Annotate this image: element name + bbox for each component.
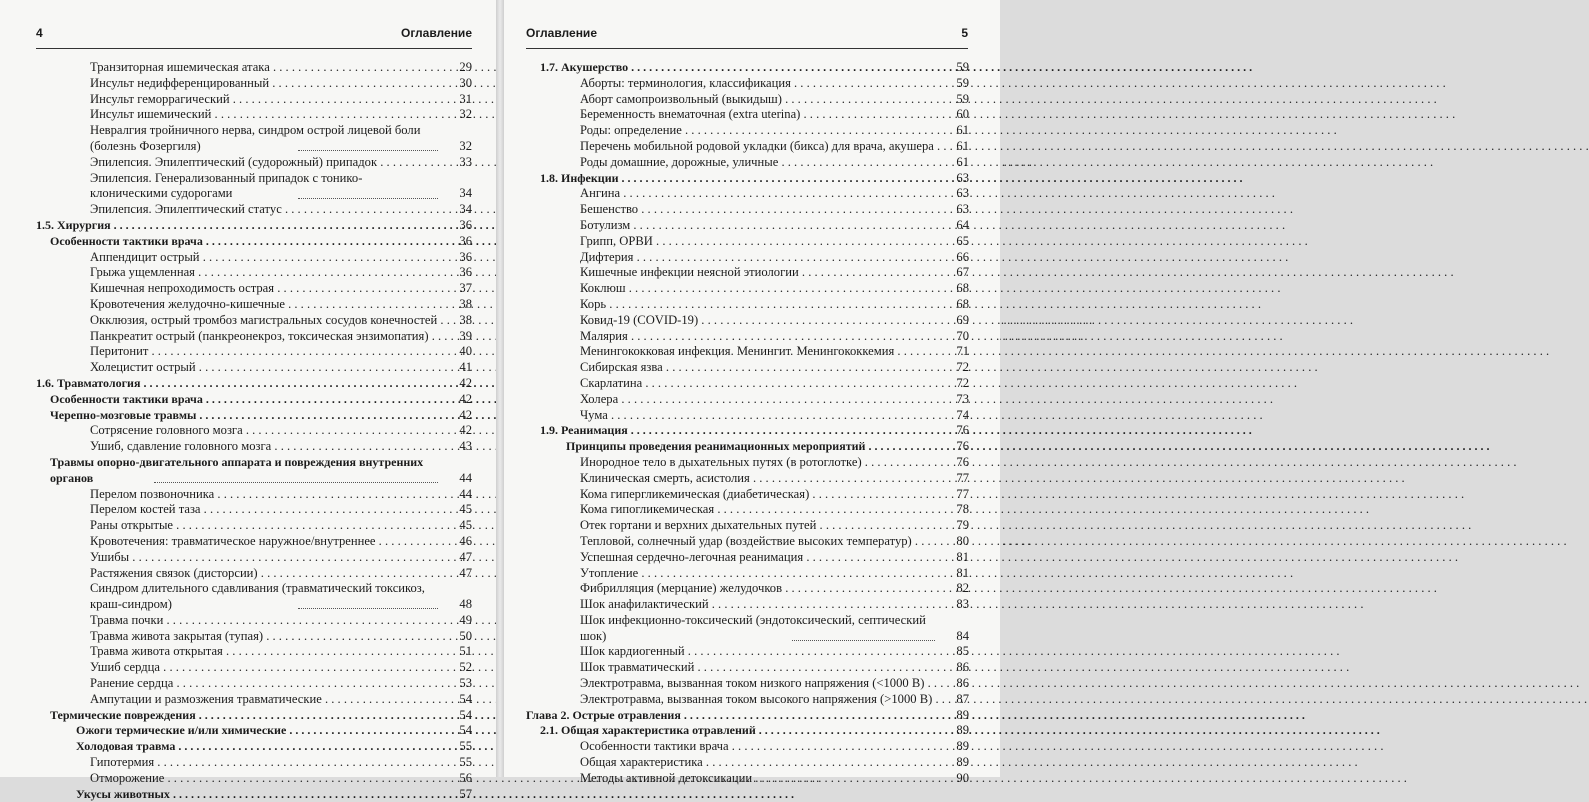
toc-entry-page: 67 — [956, 265, 969, 280]
toc-entry-page: 31 — [459, 91, 472, 106]
toc-subsection[interactable] — [36, 392, 472, 408]
toc-entry[interactable] — [526, 344, 969, 360]
toc-entry[interactable] — [526, 471, 969, 487]
toc-entry-page: 45 — [459, 518, 472, 533]
toc-entry-title: Грипп, ОРВИ . . . — [580, 234, 935, 250]
table-of-contents — [526, 60, 969, 787]
toc-entry[interactable] — [526, 281, 969, 297]
toc-entry[interactable] — [36, 518, 472, 534]
toc-entry-page: 86 — [956, 660, 969, 675]
toc-entry[interactable] — [36, 171, 472, 203]
toc-entry-title: Грыжа ущемленная . . . — [90, 265, 438, 281]
book-gutter — [496, 0, 504, 777]
toc-entry-title: Раны открытые . . . — [90, 518, 438, 534]
toc-entry-page: 45 — [459, 502, 472, 517]
toc-chapter-title: Глава 2. Острые отравления . . . — [526, 708, 935, 724]
toc-entry-page: 39 — [459, 328, 472, 343]
toc-entry-page: 66 — [956, 249, 969, 264]
toc-subsection-title: Принципы проведения реанимационных мероприятий . . . — [566, 439, 935, 455]
toc-entry-page: 48 — [459, 597, 472, 612]
toc-entry-page: 61 — [956, 138, 969, 153]
toc-entry-title: Холецистит острый . . . — [90, 360, 438, 376]
toc-section[interactable] — [526, 723, 969, 739]
toc-entry-page: 78 — [956, 502, 969, 517]
toc-entry-page: 70 — [956, 328, 969, 343]
toc-section[interactable] — [526, 171, 969, 187]
toc-entry[interactable] — [526, 329, 969, 345]
toc-entry-page: 90 — [956, 770, 969, 785]
toc-entry[interactable] — [526, 455, 969, 471]
toc-entry[interactable] — [36, 344, 472, 360]
toc-entry-page: 42 — [459, 391, 472, 406]
toc-entry-page: 76 — [956, 423, 969, 438]
toc-entry-title: Кишечная непроходимость острая . . . — [90, 281, 438, 297]
toc-section[interactable] — [526, 423, 969, 439]
toc-entry-title: Невралгия тройничного нерва, синдром острой лицевой боли (болезнь Фозергиля) — [90, 123, 421, 153]
toc-entry-title: Инсульт ишемический . . . — [90, 107, 438, 123]
toc-entry-page: 60 — [956, 107, 969, 122]
toc-entry[interactable] — [526, 202, 969, 218]
toc-subsection[interactable] — [36, 739, 472, 755]
toc-entry-page: 55 — [459, 755, 472, 770]
toc-entry-page: 38 — [459, 296, 472, 311]
toc-entry-title: Ушиб сердца . . . — [90, 660, 438, 676]
toc-entry-page: 36 — [459, 249, 472, 264]
toc-entry-page: 71 — [956, 344, 969, 359]
toc-entry-page: 43 — [459, 439, 472, 454]
toc-entry-title: Ушиб, сдавление головного мозга . . . — [90, 439, 438, 455]
toc-subsection-title: Холодовая травма . . . — [76, 739, 438, 755]
toc-entry-title: Отек гортани и верхних дыхательных путей . . . — [580, 518, 935, 534]
toc-entry-page: 55 — [459, 739, 472, 754]
toc-entry[interactable] — [526, 313, 969, 329]
toc-entry-page: 54 — [459, 707, 472, 722]
toc-entry-title: Утопление . . . — [580, 566, 935, 582]
toc-entry[interactable] — [526, 660, 969, 676]
toc-section[interactable] — [36, 376, 472, 392]
page-header — [36, 14, 472, 49]
toc-entry-page: 34 — [459, 186, 472, 201]
toc-entry-title: Кишечные инфекции неясной этиологии . . . — [580, 265, 935, 281]
toc-entry-title: Транзиторная ишемическая атака . . . — [90, 60, 438, 76]
toc-entry-title: Бешенство . . . — [580, 202, 935, 218]
toc-entry[interactable] — [36, 629, 472, 645]
toc-entry-title: Кровотечения: травматическое наружное/внутреннее . . . — [90, 534, 438, 550]
toc-entry[interactable] — [36, 644, 472, 660]
toc-entry-page: 76 — [956, 454, 969, 469]
toc-entry[interactable] — [36, 676, 472, 692]
toc-entry-page: 36 — [459, 217, 472, 232]
toc-entry[interactable] — [36, 360, 472, 376]
toc-entry-title: Электротравма, вызванная током высокого напряжения (>1000 В) . . . — [580, 692, 935, 708]
toc-section-title: 1.7. Акушерство . . . — [540, 60, 935, 76]
toc-entry[interactable] — [36, 660, 472, 676]
toc-entry-title: Перелом позвоночника . . . — [90, 487, 438, 503]
toc-entry-page: 89 — [956, 723, 969, 738]
toc-entry-title: Синдром длительного сдавливания (травматический токсикоз, краш-синдром) — [90, 581, 425, 612]
toc-entry[interactable] — [526, 392, 969, 408]
toc-entry-page: 42 — [459, 375, 472, 390]
toc-entry-page: 69 — [956, 312, 969, 327]
toc-entry[interactable] — [36, 439, 472, 455]
toc-entry-title: Кома гипогликемическая . . . — [580, 502, 935, 518]
toc-entry-page: 85 — [956, 644, 969, 659]
toc-entry-title: Менингококковая инфекция. Менингит. Менингококкемия . . . — [580, 344, 935, 360]
toc-entry-page: 33 — [459, 154, 472, 169]
toc-entry-page: 50 — [459, 628, 472, 643]
toc-entry-page: 72 — [956, 375, 969, 390]
toc-entry[interactable] — [526, 566, 969, 582]
toc-entry-title: Общая характеристика . . . — [580, 755, 935, 771]
toc-entry-page: 81 — [956, 565, 969, 580]
toc-entry-page: 63 — [956, 186, 969, 201]
toc-entry-page: 87 — [956, 691, 969, 706]
toc-entry-title: Травма живота открытая . . . — [90, 644, 438, 660]
toc-entry-page: 34 — [459, 202, 472, 217]
toc-entry-page: 77 — [956, 486, 969, 501]
toc-entry[interactable] — [36, 202, 472, 218]
toc-entry-page: 59 — [956, 91, 969, 106]
toc-entry[interactable] — [36, 502, 472, 518]
toc-entry[interactable] — [36, 297, 472, 313]
toc-entry-title: Сибирская язва . . . — [580, 360, 935, 376]
toc-entry-title: Ботулизм . . . — [580, 218, 935, 234]
toc-entry-title: Отморожение . . . — [90, 771, 438, 787]
toc-entry-title: Аборты: терминология, классификация . . . — [580, 76, 935, 92]
toc-entry-page: 49 — [459, 612, 472, 627]
toc-entry[interactable] — [36, 534, 472, 550]
toc-entry[interactable] — [526, 234, 969, 250]
toc-entry[interactable] — [526, 739, 969, 755]
toc-entry-title: Гипотермия . . . — [90, 755, 438, 771]
toc-entry[interactable] — [526, 297, 969, 313]
toc-entry[interactable] — [526, 676, 969, 692]
toc-entry-title: Перитонит . . . — [90, 344, 438, 360]
toc-entry[interactable] — [526, 107, 969, 123]
toc-subsection[interactable] — [36, 455, 472, 487]
toc-chapter[interactable] — [526, 708, 969, 724]
toc-entry[interactable] — [36, 281, 472, 297]
toc-entry-page: 80 — [956, 533, 969, 548]
toc-entry[interactable] — [526, 581, 969, 597]
toc-entry[interactable] — [36, 487, 472, 503]
toc-entry[interactable] — [526, 550, 969, 566]
toc-entry-title: Фибрилляция (мерцание) желудочков . . . — [580, 581, 935, 597]
toc-entry-page: 89 — [956, 707, 969, 722]
toc-entry-page: 61 — [956, 123, 969, 138]
toc-entry-title: Перечень мобильной родовой укладки (бикса) для врача, акушера . . . — [580, 139, 935, 155]
toc-entry-page: 38 — [459, 312, 472, 327]
toc-entry-title: Ранение сердца . . . — [90, 676, 438, 692]
toc-entry-page: 63 — [956, 202, 969, 217]
toc-entry[interactable] — [36, 250, 472, 266]
toc-entry[interactable] — [526, 218, 969, 234]
toc-entry[interactable] — [526, 123, 969, 139]
toc-entry-title: Эпилепсия. Эпилептический статус . . . — [90, 202, 438, 218]
toc-section-title: 1.5. Хирургия . . . — [36, 218, 438, 234]
toc-entry-title: Роды: определение . . . — [580, 123, 935, 139]
toc-entry-title: Успешная сердечно-легочная реанимация . . . — [580, 550, 935, 566]
toc-entry[interactable] — [36, 76, 472, 92]
toc-entry-page: 64 — [956, 217, 969, 232]
page-number: 4 — [36, 26, 43, 40]
toc-entry-title: Панкреатит острый (панкреонекроз, токсическая энзимопатия) . . . — [90, 329, 438, 345]
table-of-contents — [36, 60, 472, 802]
toc-entry-title: Ушибы . . . — [90, 550, 438, 566]
toc-entry-page: 65 — [956, 233, 969, 248]
toc-entry-page: 32 — [459, 107, 472, 122]
toc-entry-title: Аборт самопроизвольный (выкидыш) . . . — [580, 92, 935, 108]
toc-entry-title: Беременность внематочная (extra uterina) . . . — [580, 107, 935, 123]
toc-entry-page: 29 — [459, 60, 472, 74]
header-title: Оглавление — [401, 26, 472, 40]
toc-entry-page: 89 — [956, 755, 969, 770]
toc-entry-page: 56 — [459, 770, 472, 785]
toc-entry-page: 41 — [459, 360, 472, 375]
toc-entry-page: 51 — [459, 644, 472, 659]
toc-entry[interactable] — [526, 92, 969, 108]
toc-entry-title: Электротравма, вызванная током низкого напряжения (<1000 В) . . . — [580, 676, 935, 692]
toc-entry-page: 72 — [956, 360, 969, 375]
toc-entry-title: Сотрясение головного мозга . . . — [90, 423, 438, 439]
toc-entry-title: Шок анафилактический . . . — [580, 597, 935, 613]
toc-entry-page: 54 — [459, 691, 472, 706]
toc-entry[interactable] — [36, 613, 472, 629]
toc-section-title: 1.6. Травматология . . . — [36, 376, 438, 392]
toc-entry[interactable] — [36, 755, 472, 771]
toc-entry-page: 30 — [459, 75, 472, 90]
toc-entry-title: Инсульт недифференцированный . . . — [90, 76, 438, 92]
toc-entry[interactable] — [526, 597, 969, 613]
toc-entry-title: Дифтерия . . . — [580, 250, 935, 266]
toc-entry-page: 63 — [956, 170, 969, 185]
toc-subsection[interactable] — [36, 787, 472, 802]
toc-subsection-title: Особенности тактики врача . . . — [50, 392, 438, 408]
toc-entry-title: Аппендицит острый . . . — [90, 250, 438, 266]
toc-entry[interactable] — [36, 265, 472, 281]
toc-section[interactable] — [36, 218, 472, 234]
toc-entry-page: 36 — [459, 233, 472, 248]
toc-entry-title: Травма почки . . . — [90, 613, 438, 629]
toc-entry-page: 37 — [459, 281, 472, 296]
toc-subsection[interactable] — [36, 408, 472, 424]
toc-entry[interactable] — [36, 771, 472, 787]
toc-section-title: 1.9. Реанимация . . . — [540, 423, 935, 439]
toc-entry-title: Эпилепсия. Эпилептический (судорожный) припадок . . . — [90, 155, 438, 171]
toc-entry-page: 82 — [956, 581, 969, 596]
toc-entry[interactable] — [526, 139, 969, 155]
toc-subsection[interactable] — [526, 439, 969, 455]
toc-entry-page: 68 — [956, 281, 969, 296]
toc-subsection-title: Ожоги термические и/или химические . . . — [76, 723, 438, 739]
toc-entry-page: 42 — [459, 423, 472, 438]
toc-entry[interactable] — [526, 376, 969, 392]
toc-entry-page: 54 — [459, 723, 472, 738]
toc-entry-page: 52 — [459, 660, 472, 675]
toc-entry[interactable] — [36, 92, 472, 108]
toc-entry-page: 68 — [956, 296, 969, 311]
toc-entry[interactable] — [526, 76, 969, 92]
toc-entry-title: Шок кардиогенный . . . — [580, 644, 935, 660]
toc-entry[interactable] — [526, 265, 969, 281]
toc-entry-page: 79 — [956, 518, 969, 533]
toc-entry-title: Инородное тело в дыхательных путях (в ротоглотке) . . . — [580, 455, 935, 471]
toc-entry[interactable] — [36, 423, 472, 439]
toc-entry[interactable] — [526, 534, 969, 550]
toc-entry-page: 53 — [459, 676, 472, 691]
toc-entry[interactable] — [36, 123, 472, 155]
toc-entry-page: 47 — [459, 549, 472, 564]
toc-section[interactable] — [526, 60, 969, 76]
toc-entry-title: Роды домашние, дорожные, уличные . . . — [580, 155, 935, 171]
toc-entry[interactable] — [36, 155, 472, 171]
toc-entry-page: 59 — [956, 60, 969, 74]
toc-entry-page: 42 — [459, 407, 472, 422]
page-header — [526, 14, 968, 49]
toc-entry-page: 76 — [956, 439, 969, 454]
toc-entry-page: 46 — [459, 533, 472, 548]
toc-entry[interactable] — [526, 487, 969, 503]
toc-entry[interactable] — [526, 250, 969, 266]
toc-entry-title: Ампутации и размозжения травматические . . . — [90, 692, 438, 708]
toc-entry-page: 36 — [459, 265, 472, 280]
toc-subsection[interactable] — [36, 234, 472, 250]
toc-subsection-title: Черепно-мозговые травмы . . . — [50, 408, 438, 424]
toc-entry[interactable] — [526, 360, 969, 376]
toc-entry[interactable] — [36, 329, 472, 345]
left-page — [0, 0, 496, 801]
toc-entry-title: Коклюш . . . — [580, 281, 935, 297]
toc-subsection[interactable] — [36, 708, 472, 724]
toc-entry-title: Ангина . . . — [580, 186, 935, 202]
toc-subsection-title: Укусы животных . . . — [76, 787, 438, 802]
toc-entry-title: Тепловой, солнечный удар (воздействие высоких температур) . . . — [580, 534, 935, 550]
toc-entry-title: Растяжения связок (дисторсии) . . . — [90, 566, 438, 582]
toc-entry-page: 81 — [956, 549, 969, 564]
toc-subsection-title: Термические повреждения . . . — [50, 708, 438, 724]
toc-entry-title: Корь . . . — [580, 297, 935, 313]
toc-entry-title: Травма живота закрытая (тупая) . . . — [90, 629, 438, 645]
toc-entry[interactable] — [526, 518, 969, 534]
toc-entry[interactable] — [526, 644, 969, 660]
toc-entry[interactable] — [36, 550, 472, 566]
toc-entry-title: Скарлатина . . . — [580, 376, 935, 392]
toc-entry[interactable] — [526, 755, 969, 771]
right-page — [504, 0, 1000, 785]
toc-entry-title: Окклюзия, острый тромбоз магистральных сосудов конечностей . . . — [90, 313, 438, 329]
toc-entry-page: 57 — [459, 786, 472, 801]
toc-entry-page: 44 — [459, 486, 472, 501]
toc-entry[interactable] — [526, 613, 969, 645]
toc-subsection-title: Травмы опорно-двигательного аппарата и повреждения внутренних органов — [50, 454, 424, 485]
toc-entry-title: Малярия . . . — [580, 329, 935, 345]
toc-entry-title: Перелом костей таза . . . — [90, 502, 438, 518]
toc-entry[interactable] — [36, 107, 472, 123]
toc-subsection[interactable] — [36, 723, 472, 739]
toc-entry[interactable] — [526, 502, 969, 518]
toc-entry-title: Методы активной детоксикации . . . — [580, 771, 935, 787]
toc-entry[interactable] — [36, 692, 472, 708]
toc-entry-page: 47 — [459, 565, 472, 580]
toc-entry[interactable] — [36, 581, 472, 613]
toc-entry[interactable] — [526, 692, 969, 708]
toc-entry-page: 32 — [459, 138, 472, 153]
toc-entry-title: Клиническая смерть, асистолия . . . — [580, 471, 935, 487]
toc-entry[interactable] — [526, 155, 969, 171]
toc-entry-page: 59 — [956, 75, 969, 90]
toc-entry-page: 83 — [956, 597, 969, 612]
toc-entry[interactable] — [36, 313, 472, 329]
toc-entry[interactable] — [36, 566, 472, 582]
toc-entry-title: Холера . . . — [580, 392, 935, 408]
toc-entry-page: 77 — [956, 470, 969, 485]
toc-entry-title: Чума . . . — [580, 408, 935, 424]
toc-entry-page: 61 — [956, 154, 969, 169]
toc-entry[interactable] — [526, 408, 969, 424]
toc-entry-page: 84 — [956, 628, 969, 643]
toc-entry-page: 44 — [459, 470, 472, 485]
header-title: Оглавление — [526, 26, 597, 40]
toc-entry[interactable] — [526, 186, 969, 202]
toc-entry-title: Инсульт геморрагический . . . — [90, 92, 438, 108]
toc-entry-page: 73 — [956, 391, 969, 406]
toc-entry-title: Особенности тактики врача . . . — [580, 739, 935, 755]
toc-entry-title: Шок травматический . . . — [580, 660, 935, 676]
toc-entry-page: 89 — [956, 739, 969, 754]
toc-entry-title: Кровотечения желудочно-кишечные . . . — [90, 297, 438, 313]
toc-entry[interactable] — [526, 771, 969, 787]
page-number: 5 — [961, 26, 968, 40]
toc-entry-page: 40 — [459, 344, 472, 359]
toc-entry-title: Шок инфекционно-токсический (эндотоксический, септический шок) — [580, 612, 926, 643]
toc-entry-title: Эпилепсия. Генерализованный припадок с тонико-клоническими судорогами — [90, 170, 363, 201]
toc-entry-title: Кома гипергликемическая (диабетическая) . . . — [580, 487, 935, 503]
toc-section-title: 1.8. Инфекции . . . — [540, 171, 935, 187]
toc-section-title: 2.1. Общая характеристика отравлений . . . — [540, 723, 935, 739]
toc-entry-title: Ковид-19 (COVID-19) . . . — [580, 313, 935, 329]
toc-subsection-title: Особенности тактики врача . . . — [50, 234, 438, 250]
toc-entry[interactable] — [36, 60, 472, 76]
toc-entry-page: 86 — [956, 676, 969, 691]
toc-entry-page: 74 — [956, 407, 969, 422]
